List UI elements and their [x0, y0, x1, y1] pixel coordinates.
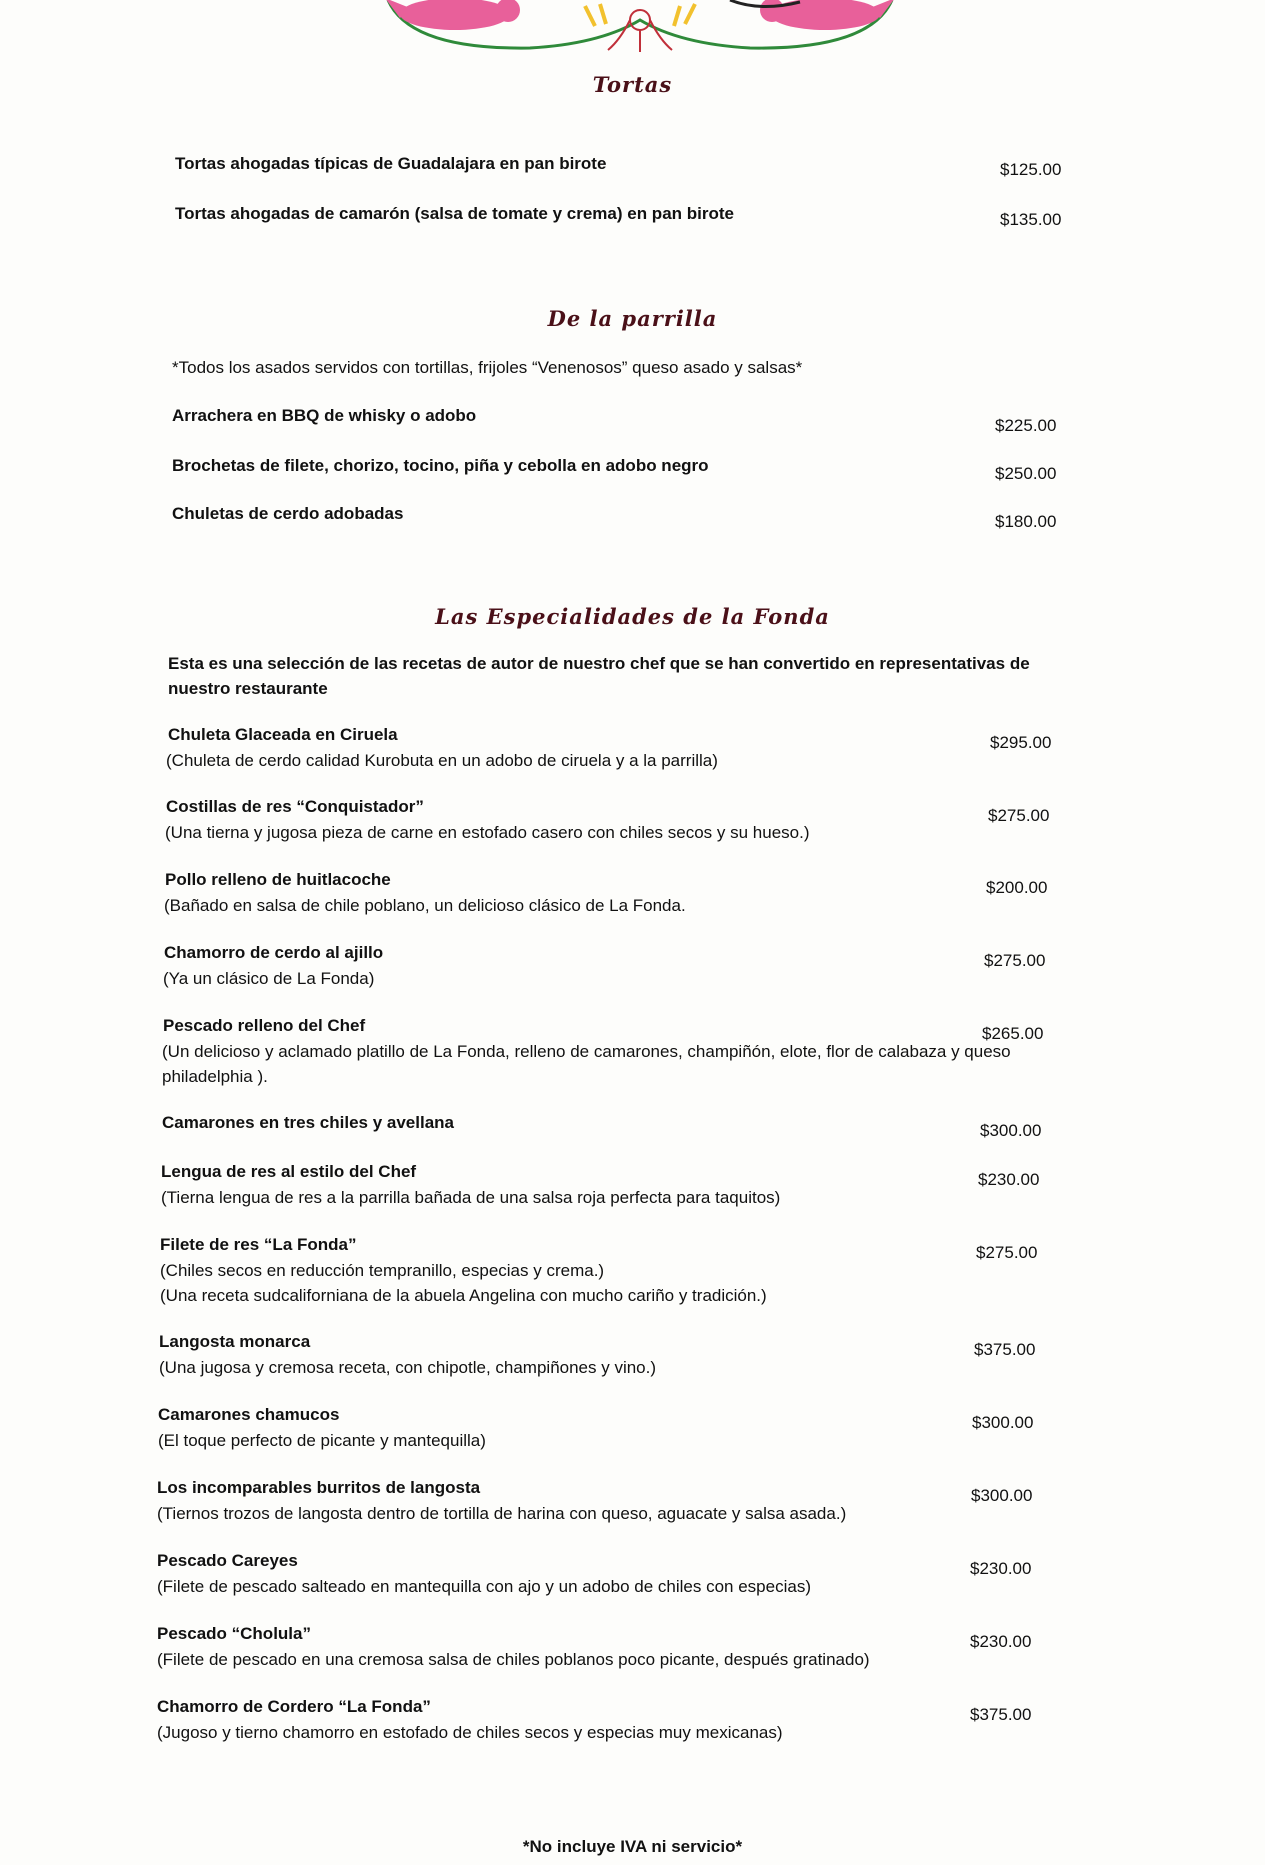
section-title-especialidades: Las Especialidades de la Fonda: [435, 604, 830, 629]
menu-item-description: (Una jugosa y cremosa receta, con chipotle, champiñones y vino.): [159, 1358, 657, 1377]
section-intro: Esta es una selección de las recetas de autor de nuestro chef que se han convertido en representativas de nuestro restaurante: [168, 654, 1030, 698]
menu-item-description: (Tiernos trozos de langosta dentro de tortilla de harina con queso, aguacate y salsa asada.): [157, 1504, 847, 1523]
menu-item-description: (Bañado en salsa de chile poblano, un delicioso clásico de La Fonda.: [164, 896, 686, 915]
menu-item-name: Arrachera en BBQ de whisky o adobo: [172, 406, 477, 425]
menu-item-price: $135.00: [1000, 210, 1062, 229]
menu-item-name: Tortas ahogadas de camarón (salsa de tomate y crema) en pan birote: [175, 204, 734, 223]
menu-item-name: Pescado Careyes: [157, 1551, 298, 1570]
menu-item-price: $230.00: [970, 1559, 1032, 1578]
menu-item-price: $230.00: [978, 1170, 1040, 1189]
menu-item-price: $375.00: [970, 1705, 1032, 1724]
menu-item-price: $125.00: [1000, 160, 1062, 179]
menu-item-price: $180.00: [995, 512, 1057, 531]
menu-item-name: Chuleta Glaceada en Ciruela: [168, 725, 398, 744]
menu-item-price: $300.00: [980, 1121, 1042, 1140]
menu-item-price: $295.00: [990, 733, 1052, 752]
menu-item-price: $300.00: [972, 1413, 1034, 1432]
menu-item-name: Chamorro de Cordero “La Fonda”: [157, 1697, 431, 1716]
menu-item-name: Brochetas de filete, chorizo, tocino, piña y cebolla en adobo negro: [172, 456, 709, 475]
menu-item-name: Tortas ahogadas típicas de Guadalajara en pan birote: [175, 154, 607, 173]
menu-item-name: Costillas de res “Conquistador”: [166, 797, 424, 816]
menu-item-description: (Ya un clásico de La Fonda): [163, 969, 375, 988]
menu-item-price: $225.00: [995, 416, 1057, 435]
menu-item-price: $250.00: [995, 464, 1057, 483]
menu-item-name: Pescado “Cholula”: [157, 1624, 311, 1643]
menu-item-description: (Filete de pescado en una cremosa salsa de chiles poblanos poco picante, después gratinado): [157, 1650, 870, 1669]
menu-item-description: (Filete de pescado salteado en mantequilla con ajo y un adobo de chiles con especias): [157, 1577, 811, 1596]
menu-item-price: $300.00: [971, 1486, 1033, 1505]
menu-item-description-extra: (Una receta sudcaliforniana de la abuela Angelina con mucho cariño y tradición.): [160, 1286, 767, 1305]
menu-item-price: $375.00: [974, 1340, 1036, 1359]
section-title-parrilla: De la parrilla: [547, 306, 718, 331]
menu-item-name: Camarones en tres chiles y avellana: [162, 1113, 454, 1132]
menu-item-name: Filete de res “La Fonda”: [160, 1235, 357, 1254]
menu-item-price: $200.00: [986, 878, 1048, 897]
menu-item-description: (El toque perfecto de picante y mantequilla): [158, 1431, 486, 1450]
menu-item-description: (Una tierna y jugosa pieza de carne en estofado casero con chiles secos y su hueso.): [165, 823, 810, 842]
menu-item-name: Chamorro de cerdo al ajillo: [164, 943, 384, 962]
tax-disclaimer: *No incluye IVA ni servicio*: [522, 1837, 743, 1856]
menu-item-name: Chuletas de cerdo adobadas: [172, 504, 404, 523]
menu-item-price: $275.00: [988, 806, 1050, 825]
menu-item-name: Camarones chamucos: [158, 1405, 340, 1424]
decorative-birds-illustration: [380, 0, 900, 72]
menu-item-price: $275.00: [984, 951, 1046, 970]
menu-item-price: $275.00: [976, 1243, 1038, 1262]
menu-item-price: $265.00: [982, 1024, 1044, 1043]
menu-item-description: (Tierna lengua de res a la parrilla bañada de una salsa roja perfecta para taquitos): [161, 1188, 781, 1207]
menu-item-name: Lengua de res al estilo del Chef: [161, 1162, 417, 1181]
menu-item-name: Pollo relleno de huitlacoche: [165, 870, 391, 889]
menu-item-description: (Chuleta de cerdo calidad Kurobuta en un adobo de ciruela y a la parrilla): [166, 751, 718, 770]
menu-item-price: $230.00: [970, 1632, 1032, 1651]
menu-item-description: (Jugoso y tierno chamorro en estofado de chiles secos y especias muy mexicanas): [157, 1723, 783, 1742]
menu-item-name: Langosta monarca: [159, 1332, 311, 1351]
section-note: *Todos los asados servidos con tortillas, frijoles “Venenosos” queso asado y salsas*: [172, 358, 803, 377]
menu-item-name: Los incomparables burritos de langosta: [157, 1478, 481, 1497]
menu-item-name: Pescado relleno del Chef: [163, 1016, 366, 1035]
section-title-tortas: Tortas: [592, 72, 673, 97]
menu-item-description: (Un delicioso y aclamado platillo de La Fonda, relleno de camarones, champiñón, elote, flor de calabaza y queso philadelphia ).: [162, 1042, 1011, 1086]
menu-item-description: (Chiles secos en reducción tempranillo, especias y crema.): [160, 1261, 605, 1280]
